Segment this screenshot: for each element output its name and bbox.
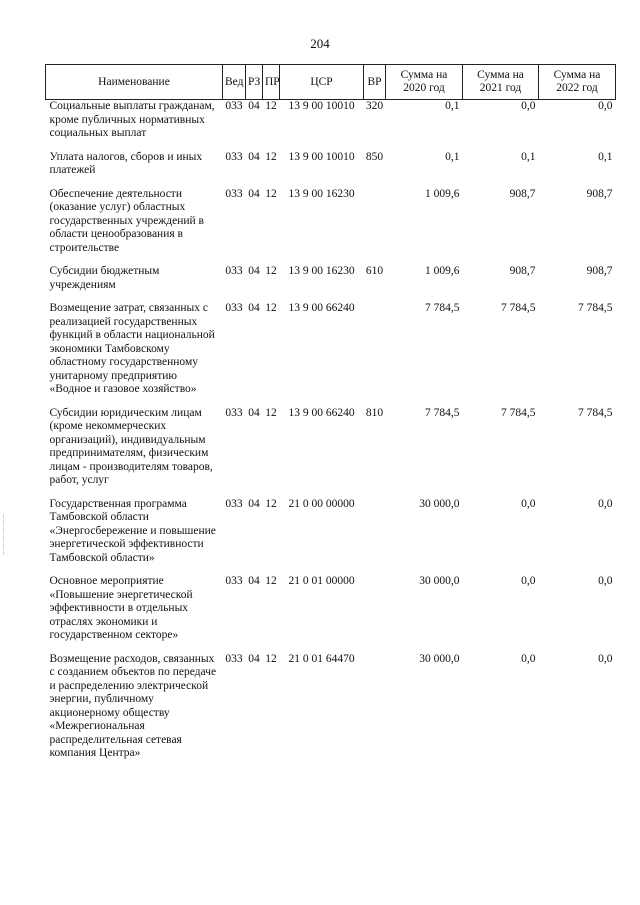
row-rz: 04 <box>248 265 260 277</box>
header-name: Наименование <box>46 65 223 100</box>
row-spacer <box>46 565 616 575</box>
row-name: Возмещение затрат, связанных с реализацией государственных функций в области национальной экономики Тамбовскому областному государственному унитарному предприятию «Водное и газовое хозяйство» <box>49 302 215 395</box>
header-ved: Вед <box>223 65 246 100</box>
row-spacer-cell <box>46 488 616 498</box>
table-row <box>46 653 616 761</box>
row-csr: 21 0 00 00000 <box>288 497 355 510</box>
row-sum-2021: 908,7 <box>509 187 536 200</box>
header-pr: ПР <box>263 65 280 100</box>
row-vr <box>364 575 386 643</box>
row-vr: 810 <box>365 406 384 419</box>
row-sum-2021: 7 784,5 <box>501 302 536 314</box>
row-name: Социальные выплаты гражданам, кроме публичных нормативных социальных выплат <box>49 100 215 139</box>
row-spacer-cell <box>46 292 616 302</box>
row-spacer <box>46 292 616 302</box>
row-sum-2021: 0,0 <box>521 652 536 665</box>
row-pr: 12 <box>265 265 277 277</box>
table-row <box>46 575 616 643</box>
row-pr: 12 <box>265 302 277 314</box>
row-ved: 033 <box>225 497 243 510</box>
row-ved: 033 <box>225 575 243 587</box>
row-rz: 04 <box>248 575 260 587</box>
table-row <box>46 265 616 292</box>
row-sum-2022: 7 784,5 <box>578 406 613 419</box>
row-sum-2021: 0,1 <box>521 150 536 163</box>
table-row <box>46 407 616 488</box>
table-row <box>46 302 616 397</box>
row-pr: 12 <box>265 406 277 419</box>
row-sum-2022: 908,7 <box>586 187 613 200</box>
header-sum-2020: Сумма на 2020 год <box>386 65 463 100</box>
row-vr: 850 <box>365 150 384 163</box>
row-rz: 04 <box>248 497 260 510</box>
row-spacer <box>46 141 616 151</box>
row-spacer-cell <box>46 178 616 188</box>
table-body <box>46 100 616 761</box>
row-csr: 13 9 00 10010 <box>288 100 355 112</box>
row-sum-2020: 1 009,6 <box>425 265 460 277</box>
row-rz: 04 <box>248 652 260 665</box>
row-vr <box>364 653 386 761</box>
header-csr: ЦСР <box>280 65 364 100</box>
row-name: Государственная программа Тамбовской области «Энергосбережение и повышение энергетической эффективности Тамбовской области» <box>49 497 216 564</box>
budget-table <box>45 64 616 761</box>
row-name: Основное мероприятие «Повышение энергетической эффективности в отдельных отраслях экономики и государственном секторе» <box>49 575 193 641</box>
table-row <box>46 188 616 256</box>
row-vr <box>364 302 386 397</box>
row-csr: 21 0 01 00000 <box>288 575 355 587</box>
row-spacer <box>46 397 616 407</box>
row-ved: 033 <box>225 265 243 277</box>
row-sum-2022: 7 784,5 <box>578 302 613 314</box>
row-sum-2020: 0,1 <box>445 150 460 163</box>
table-row <box>46 498 616 566</box>
row-sum-2020: 7 784,5 <box>425 406 460 419</box>
row-spacer-cell <box>46 141 616 151</box>
row-sum-2022: 0,0 <box>598 575 613 587</box>
row-ved: 033 <box>225 150 243 163</box>
row-rz: 04 <box>248 150 260 163</box>
row-name: Субсидии юридическим лицам (кроме некоммерческих организаций), индивидуальным предпринимателям, физическим лицам - производителям товаров, работ, услуг <box>49 406 213 486</box>
row-sum-2022: 0,0 <box>598 652 613 665</box>
row-ved: 033 <box>225 100 243 112</box>
table-row <box>46 100 616 141</box>
row-pr: 12 <box>265 575 277 587</box>
scan-artifact <box>3 515 5 555</box>
row-sum-2021: 0,0 <box>521 497 536 510</box>
row-sum-2020: 30 000,0 <box>419 652 460 665</box>
header-sum-2022: Сумма на 2022 год <box>539 65 616 100</box>
row-sum-2020: 0,1 <box>445 100 460 112</box>
row-sum-2022: 0,1 <box>598 150 613 163</box>
row-spacer <box>46 178 616 188</box>
row-spacer-cell <box>46 643 616 653</box>
row-vr <box>364 498 386 566</box>
row-spacer-cell <box>46 397 616 407</box>
row-pr: 12 <box>265 497 277 510</box>
row-sum-2021: 7 784,5 <box>501 406 536 419</box>
row-rz: 04 <box>248 187 260 200</box>
row-pr: 12 <box>265 187 277 200</box>
header-sum-2021: Сумма на 2021 год <box>463 65 539 100</box>
row-ved: 033 <box>225 302 243 314</box>
row-ved: 033 <box>225 187 243 200</box>
table-row <box>46 151 616 178</box>
row-name: Уплата налогов, сборов и иных платежей <box>49 150 203 176</box>
page-number: 204 <box>310 36 330 51</box>
row-vr: 320 <box>365 100 384 112</box>
row-vr <box>364 188 386 256</box>
row-sum-2021: 0,0 <box>521 100 536 112</box>
row-pr: 12 <box>265 652 277 665</box>
row-rz: 04 <box>248 100 260 112</box>
row-ved: 033 <box>225 652 243 665</box>
row-pr: 12 <box>265 150 277 163</box>
table-header-row <box>46 65 616 100</box>
row-name: Субсидии бюджетным учреждениям <box>49 265 160 291</box>
row-sum-2020: 30 000,0 <box>419 497 460 510</box>
row-pr: 12 <box>265 100 277 112</box>
row-sum-2021: 0,0 <box>521 575 536 587</box>
row-spacer-cell <box>46 255 616 265</box>
row-name: Обеспечение деятельности (оказание услуг) областных государственных учреждений в области ценообразования в строительстве <box>49 187 204 254</box>
row-csr: 21 0 01 64470 <box>288 652 355 665</box>
row-rz: 04 <box>248 302 260 314</box>
row-sum-2021: 908,7 <box>509 265 536 277</box>
row-rz: 04 <box>248 406 260 419</box>
row-vr: 610 <box>365 265 384 277</box>
row-csr: 13 9 00 16230 <box>288 187 355 200</box>
row-spacer <box>46 488 616 498</box>
row-sum-2022: 908,7 <box>586 265 613 277</box>
row-sum-2020: 1 009,6 <box>425 187 460 200</box>
row-csr: 13 9 00 66240 <box>288 406 355 419</box>
row-spacer <box>46 643 616 653</box>
row-sum-2020: 7 784,5 <box>425 302 460 314</box>
row-sum-2022: 0,0 <box>598 497 613 510</box>
row-csr: 13 9 00 16230 <box>288 265 355 277</box>
header-vr: ВР <box>364 65 386 100</box>
row-ved: 033 <box>225 406 243 419</box>
row-name: Возмещение расходов, связанных с созданием объектов по передаче и распределению электрической энергии, публичному акционерному обществу «Межрегиональная распределительная сетевая компания Центра» <box>49 652 217 759</box>
row-csr: 13 9 00 10010 <box>288 150 355 163</box>
row-spacer-cell <box>46 565 616 575</box>
row-sum-2022: 0,0 <box>598 100 613 112</box>
row-spacer <box>46 255 616 265</box>
row-csr: 13 9 00 66240 <box>288 302 355 314</box>
header-rz: РЗ <box>246 65 263 100</box>
row-sum-2020: 30 000,0 <box>419 575 460 587</box>
